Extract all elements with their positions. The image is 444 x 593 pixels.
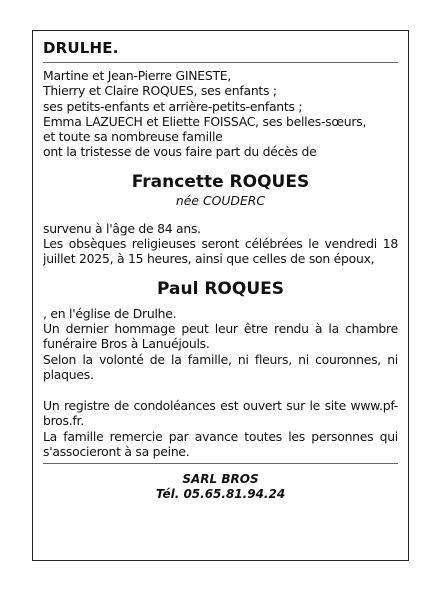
- family-line: et toute sa nombreuse famille: [43, 129, 223, 145]
- deceased-name: Francette ROQUES: [131, 171, 310, 192]
- homage-line: Un dernier hommage peut leur être rendu à la chambre funéraire Bros à Lanuéjouls.: [43, 320, 398, 352]
- additional-details: [43, 306, 398, 460]
- company-phone: Tél. 05.65.81.94.24: [155, 487, 286, 502]
- family-line: Martine et Jean-Pierre GINESTE,: [43, 68, 232, 83]
- thanks-line: La famille remercie par avance toutes les personnes qui s'associeront à sa peine.: [43, 428, 398, 460]
- obituary-notice: [32, 30, 409, 561]
- family-line: ses petits-enfants et arrière-petits-enfants ;: [43, 98, 303, 114]
- ceremony-line: Les obsèques religieuses seront célébrées le vendredi 18 juillet 2025, à 15 heures, ainsi que celles de son époux,: [43, 236, 398, 267]
- register-line: Un registre de condoléances est ouvert sur le site www.pf-bros.fr.: [43, 398, 398, 429]
- family-line: Emma LAZUECH et Eliette FOISSAC, ses belles-sœurs,: [43, 113, 367, 129]
- funeral-home-info: [43, 472, 398, 502]
- deceased-maiden-name: née COUDERC: [175, 192, 266, 208]
- spouse-name: Paul ROQUES: [157, 278, 284, 299]
- top-divider: [43, 62, 398, 63]
- company-name: SARL BROS: [182, 472, 259, 487]
- church-line: , en l'église de Drulhe.: [43, 305, 177, 321]
- age-line: survenu à l'âge de 84 ans.: [43, 220, 201, 236]
- family-line: Thierry et Claire ROQUES, ses enfants ;: [43, 83, 277, 99]
- bottom-divider: [43, 463, 398, 464]
- funeral-details: [43, 221, 398, 267]
- notice-heading: DRULHE.: [43, 39, 119, 57]
- wish-line: Selon la volonté de la famille, ni fleurs, ni couronnes, ni plaques.: [43, 351, 398, 382]
- family-line: ont la tristesse de vous faire part du décès de: [43, 144, 317, 160]
- family-announcement: [43, 68, 398, 160]
